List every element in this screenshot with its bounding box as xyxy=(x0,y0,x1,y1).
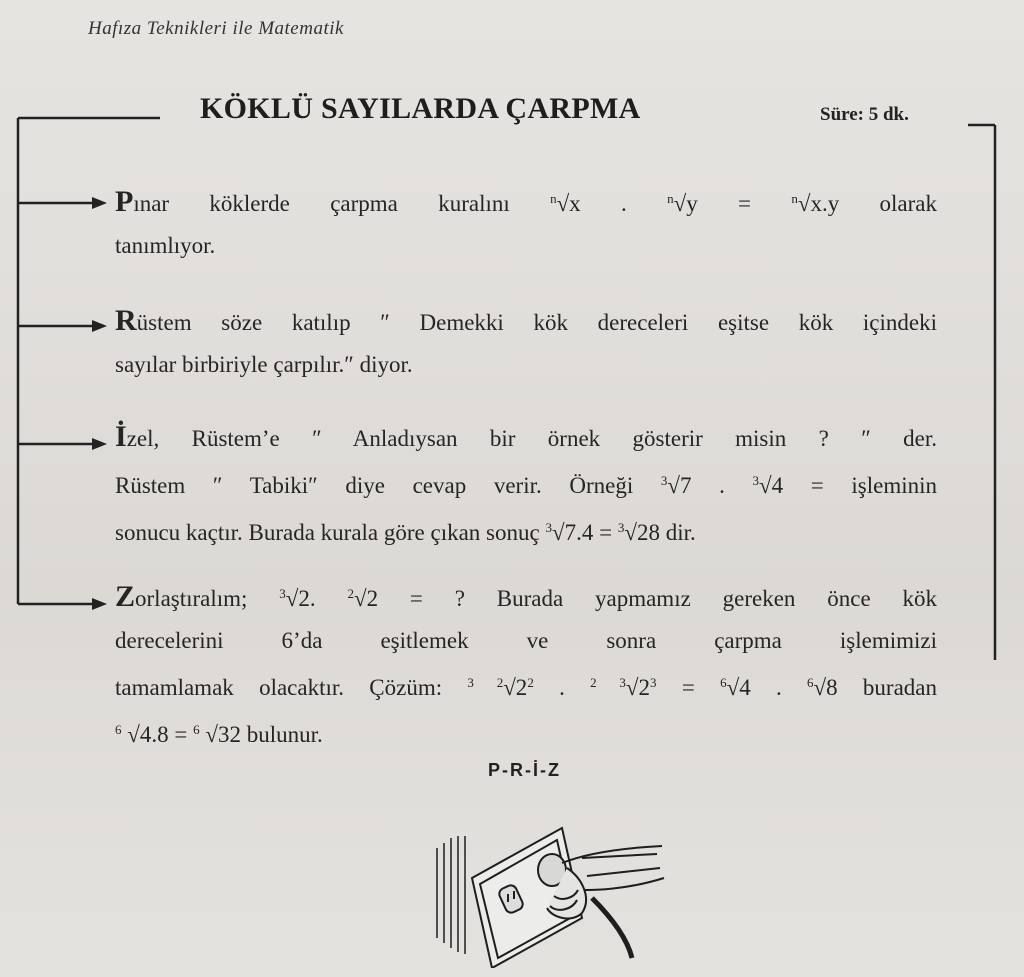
arrow-icon xyxy=(92,320,107,332)
paragraph-izel: İzel, Rüstem’e ″ Anladıysan bir örnek gösterir misin ? ″ der. Rüstem ″ Tabiki″ diye cevap verir. Örneği $^3$√7 . $^3$√4 = işleminin sonucu kaçtır. Burada kurala göre çıkan sonuç $^3$√7.4 = $^3$√28 dir. xyxy=(115,420,938,545)
paragraph-rustem: Rüstem söze katılıp ″ Demekki kök dereceleri eşitse kök içindeki sayılar birbiriyle çarpılır.″ diyor. xyxy=(115,304,937,377)
paragraph-pinar: Pınar köklerde çarpma kuralını $^n$√x . $^n$√y = $^n$√x.y olarak tanımlıyor. xyxy=(115,178,937,267)
paragraph-zorlastiralim: Zorlaştıralım; $^3$√2. $^2$√2 = ? Burada yapmamız gereken önce kök derecelerini 6’da eşitlemek ve sonra çarpma işlemimizi tamamlamak olacaktır. Çözüm: $^{3 2}√2^2$ . $^{2 3}√2^3 = ^6√4$ . $^6$√8 buradan $^6$ √4.8 = $^6$ √32 bulunur. xyxy=(115,580,937,747)
mnemonic-label: P-R-İ-Z xyxy=(488,760,561,780)
arrow-icon xyxy=(92,197,107,209)
page-title: KÖKLÜ SAYILARDA ÇARPMA xyxy=(200,92,641,125)
arrow-icon xyxy=(92,598,107,610)
plug-socket-illustration xyxy=(432,818,672,968)
duration-label: Süre: 5 dk. xyxy=(820,104,909,125)
running-header: Hafıza Teknikleri ile Matematik xyxy=(88,18,344,39)
formula: $^n$√x . $^n$√y = $^n$√x.y xyxy=(550,191,840,216)
paragraph-line: Pınar köklerde çarpma kuralını $^n$√x . $^n$√y = $^n$√x.y olarak xyxy=(115,185,938,218)
arrow-icon xyxy=(92,438,107,450)
